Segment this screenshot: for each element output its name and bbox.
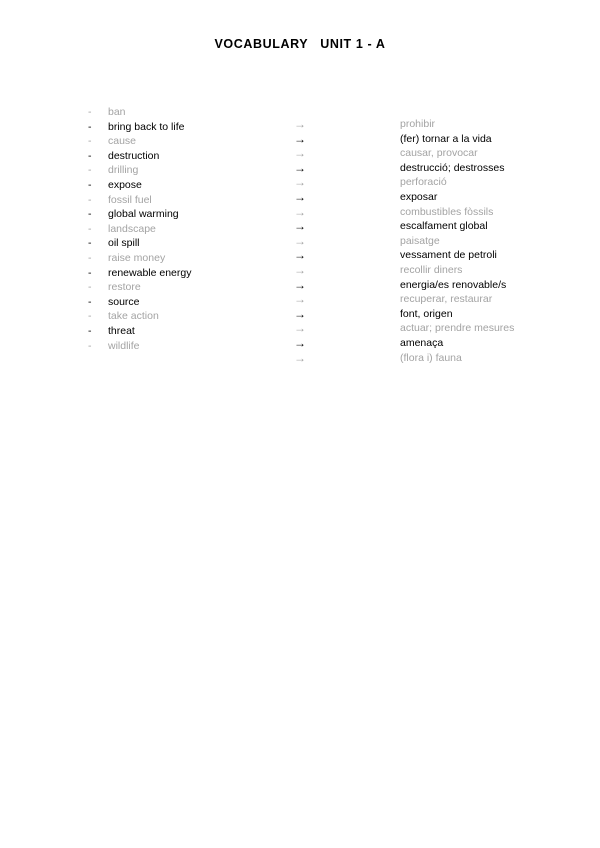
catalan-translation: escalfament global	[400, 220, 488, 233]
english-term-row	[88, 207, 191, 222]
catalan-translation-list	[400, 117, 514, 365]
english-term-row	[88, 280, 191, 295]
english-term-row	[88, 222, 191, 237]
arrow-icon: →	[294, 248, 306, 263]
arrow-icon: →	[294, 131, 306, 146]
bullet: -	[88, 324, 92, 337]
page-title: VOCABULARY UNIT 1 - A	[214, 37, 386, 51]
arrow-icon: →	[294, 306, 306, 321]
english-term-list	[88, 105, 191, 353]
english-term: ban	[108, 106, 126, 118]
arrow-icon: →	[294, 321, 306, 336]
bullet: -	[88, 251, 92, 264]
english-term-row	[88, 236, 191, 251]
catalan-translation: vessament de petroli	[400, 249, 497, 262]
english-term-row	[88, 295, 191, 310]
catalan-translation: energia/es renovable/s	[400, 278, 507, 291]
english-term-row	[88, 163, 191, 178]
english-term: fossil fuel	[108, 193, 152, 206]
bullet: -	[88, 106, 92, 118]
english-term-row	[88, 149, 191, 164]
english-term: wildlife	[108, 339, 140, 352]
bullet: -	[88, 193, 92, 206]
catalan-translation: (flora i) fauna	[400, 351, 462, 364]
arrow-icon: →	[294, 146, 306, 161]
catalan-translation: font, origen	[400, 307, 453, 320]
bullet: -	[88, 281, 92, 294]
english-term: landscape	[108, 222, 156, 235]
arrow-icon: →	[294, 277, 306, 292]
bullet: -	[88, 120, 92, 133]
arrow-icon: →	[294, 262, 306, 277]
english-term-row	[88, 339, 191, 354]
english-term-row	[88, 309, 191, 324]
catalan-translation: recollir diners	[400, 263, 463, 276]
bullet: -	[88, 237, 92, 250]
arrow-icon: →	[294, 292, 306, 307]
catalan-translation: recuperar, restaurar	[400, 293, 493, 306]
bullet: -	[88, 149, 92, 162]
catalan-translation: actuar; prendre mesures	[400, 322, 515, 335]
arrow-icon: →	[294, 350, 306, 365]
arrow-icon: →	[294, 189, 306, 204]
english-term: renewable energy	[108, 266, 192, 279]
english-term-row	[88, 266, 191, 281]
bullet: -	[88, 164, 92, 177]
catalan-translation: combustibles fòssils	[400, 205, 494, 218]
english-term-row	[88, 251, 191, 266]
english-term: take action	[108, 310, 159, 323]
english-term-row	[88, 324, 191, 339]
english-term: restore	[108, 281, 141, 294]
catalan-translation: perforació	[400, 176, 447, 189]
bullet: -	[88, 310, 92, 323]
english-term: source	[108, 295, 140, 308]
bullet: -	[88, 135, 92, 148]
bullet: -	[88, 222, 92, 235]
arrow-icon: →	[294, 160, 306, 175]
english-term-row	[88, 105, 191, 120]
english-term: expose	[108, 178, 142, 191]
english-term: cause	[108, 135, 137, 148]
english-term: bring back to life	[108, 120, 185, 133]
english-term: oil spill	[108, 237, 140, 250]
english-term-row	[88, 134, 191, 149]
english-term: threat	[108, 324, 135, 337]
arrow-icon: →	[294, 233, 306, 248]
arrow-icon: →	[294, 117, 306, 131]
arrow-icon: →	[294, 335, 306, 350]
arrow-icon: →	[294, 204, 306, 219]
english-term-row	[88, 178, 191, 193]
arrow-column	[294, 117, 306, 365]
english-term: drilling	[108, 164, 139, 177]
bullet: -	[88, 339, 92, 352]
english-term-row	[88, 120, 191, 135]
catalan-translation: amenaça	[400, 336, 444, 349]
bullet: -	[88, 295, 92, 308]
english-term: destruction	[108, 149, 160, 162]
english-term: raise money	[108, 251, 166, 264]
catalan-translation: causar, provocar	[400, 147, 478, 160]
catalan-translation: prohibir	[400, 118, 436, 130]
bullet: -	[88, 178, 92, 191]
catalan-translation: paisatge	[400, 234, 440, 247]
english-term-row	[88, 193, 191, 208]
catalan-translation: (fer) tornar a la vida	[400, 132, 492, 145]
arrow-icon: →	[294, 219, 306, 234]
catalan-translation: exposar	[400, 190, 438, 203]
bullet: -	[88, 266, 92, 279]
english-term: global warming	[108, 208, 179, 221]
catalan-translation: destrucció; destrosses	[400, 161, 505, 174]
bullet: -	[88, 208, 92, 221]
arrow-icon: →	[294, 175, 306, 190]
